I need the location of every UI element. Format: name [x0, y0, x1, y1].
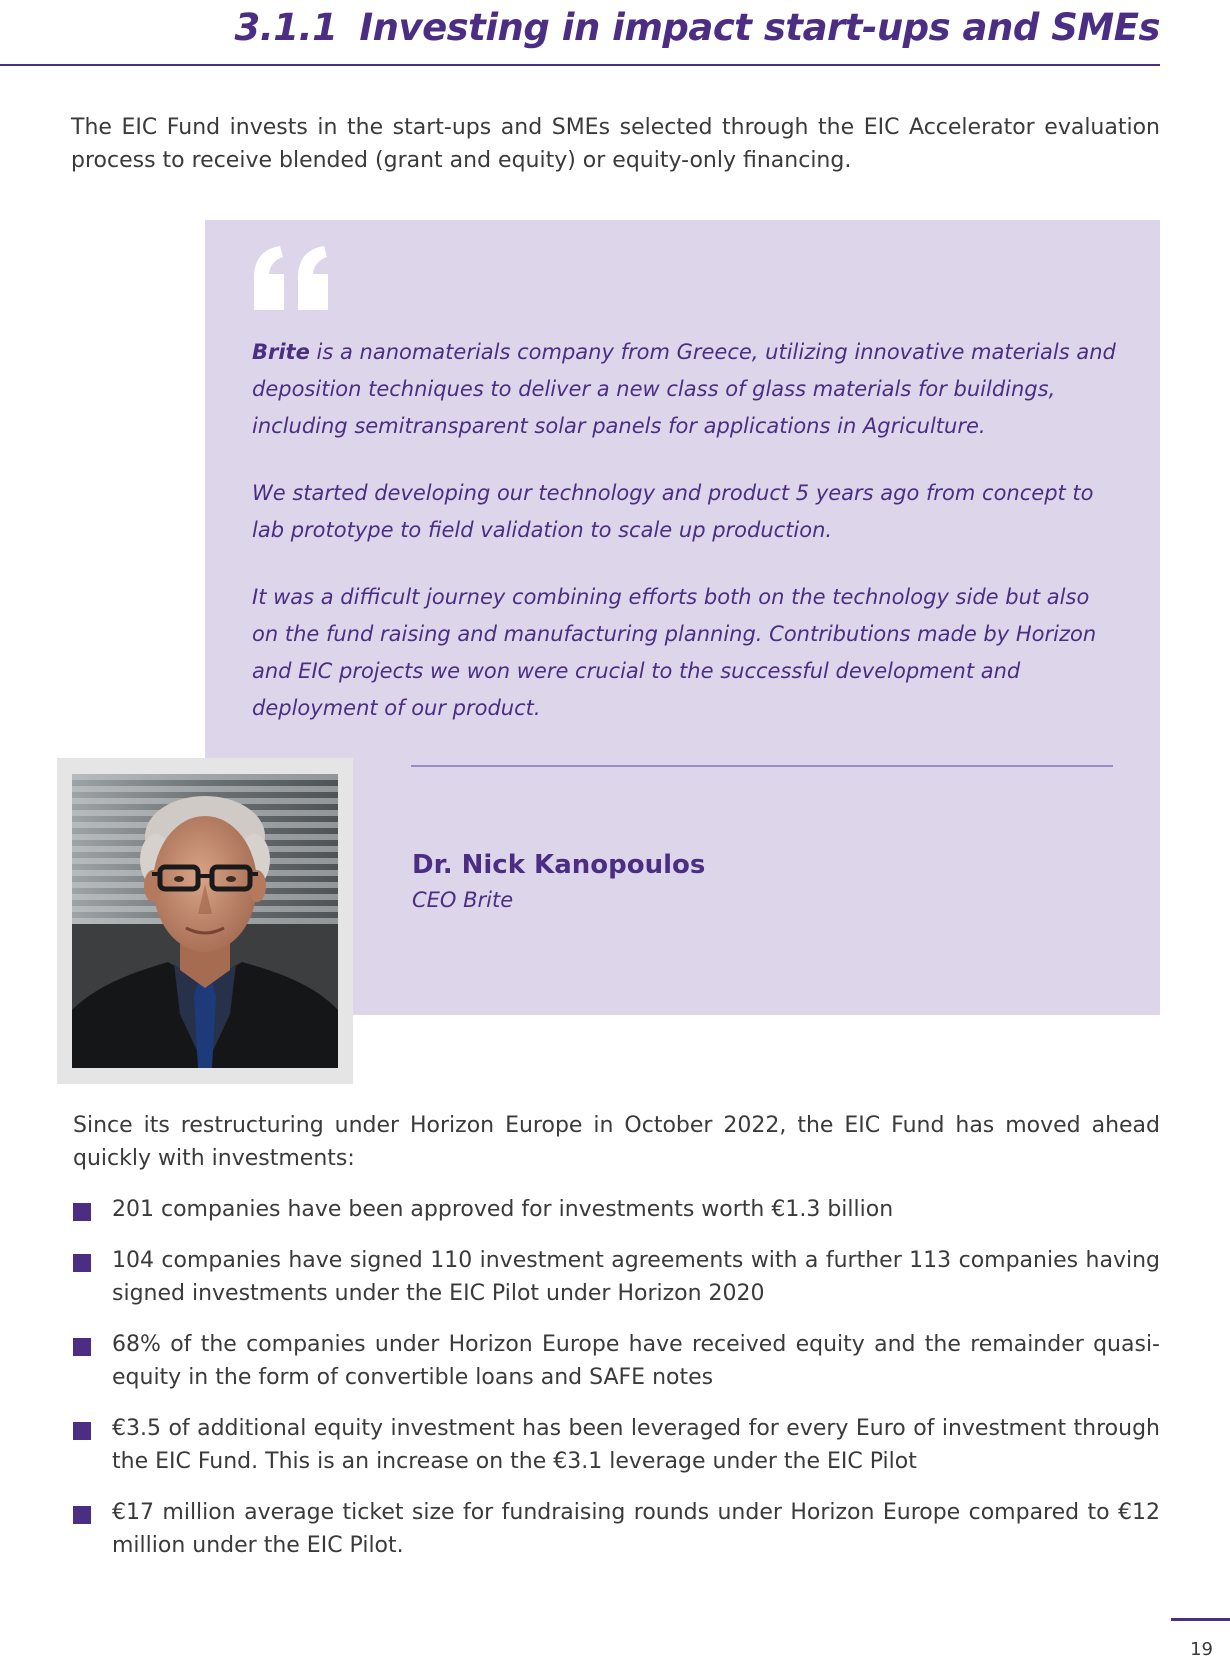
company-name: Brite [252, 340, 310, 364]
page-number: 19 [1190, 1639, 1213, 1660]
square-bullet-icon [73, 1506, 91, 1524]
section-heading [0, 0, 1160, 66]
list-item-text: €17 million average ticket size for fundraising rounds under Horizon Europe compared to €12 million under the EIC Pilot. [112, 1500, 1160, 1558]
quote-mark-icon [252, 244, 332, 312]
person-role: CEO Brite [412, 888, 514, 912]
person-name: Dr. Nick Kanopoulos [412, 850, 706, 880]
list-item-text: €3.5 of additional equity investment has been leveraged for every Euro of investment through the EIC Fund. This is an increase on the €3.1 leverage under the EIC Pilot [112, 1416, 1160, 1474]
quote-paragraph-1 [252, 334, 1120, 445]
square-bullet-icon [73, 1203, 91, 1221]
portrait-frame [57, 758, 353, 1084]
quote-paragraph-3: It was a difficult journey combining efforts both on the technology side but also on the fund raising and manufacturing planning. Contributions made by Horizon and EIC projects we won were crucial to the successful development and deployment of our product. [252, 585, 1097, 720]
list-item [73, 1412, 1160, 1478]
list-item [73, 1193, 1160, 1226]
list-item-text: 104 companies have signed 110 investment agreements with a further 113 companies having signed investments under the EIC Pilot under Horizon 2020 [112, 1248, 1160, 1306]
list-item [73, 1496, 1160, 1562]
page-number-rule [1171, 1618, 1230, 1621]
list-item-text: 201 companies have been approved for investments worth €1.3 billion [112, 1197, 894, 1222]
square-bullet-icon [73, 1422, 91, 1440]
section-title-text: Investing in impact start-ups and SMEs [359, 6, 1160, 49]
intro-paragraph: The EIC Fund invests in the start-ups and SMEs selected through the EIC Accelerator evaluation process to receive blended (grant and equity) or equity-only financing. [71, 115, 1160, 173]
body-paragraph: Since its restructuring under Horizon Europe in October 2022, the EIC Fund has moved ahead quickly with investments: [73, 1113, 1160, 1171]
quote-divider [411, 765, 1113, 767]
square-bullet-icon [73, 1254, 91, 1272]
list-item [73, 1244, 1160, 1310]
investment-bullet-list [73, 1193, 1160, 1580]
quote-paragraph-1-text: is a nanomaterials company from Greece, utilizing innovative materials and deposition techniques to deliver a new class of glass materials for buildings, including semitransparent solar panels for applications in Agriculture. [252, 340, 1116, 438]
square-bullet-icon [73, 1338, 91, 1356]
list-item-text: 68% of the companies under Horizon Europe have received equity and the remainder quasi-equity in the form of convertible loans and SAFE notes [112, 1332, 1160, 1390]
quote-text [252, 334, 1120, 757]
portrait-photo [72, 774, 338, 1068]
section-title [234, 6, 1160, 49]
list-item [73, 1328, 1160, 1394]
quote-paragraph-2: We started developing our technology and product 5 years ago from concept to lab prototype to field validation to scale up production. [252, 481, 1094, 542]
section-number: 3.1.1 [234, 6, 338, 49]
